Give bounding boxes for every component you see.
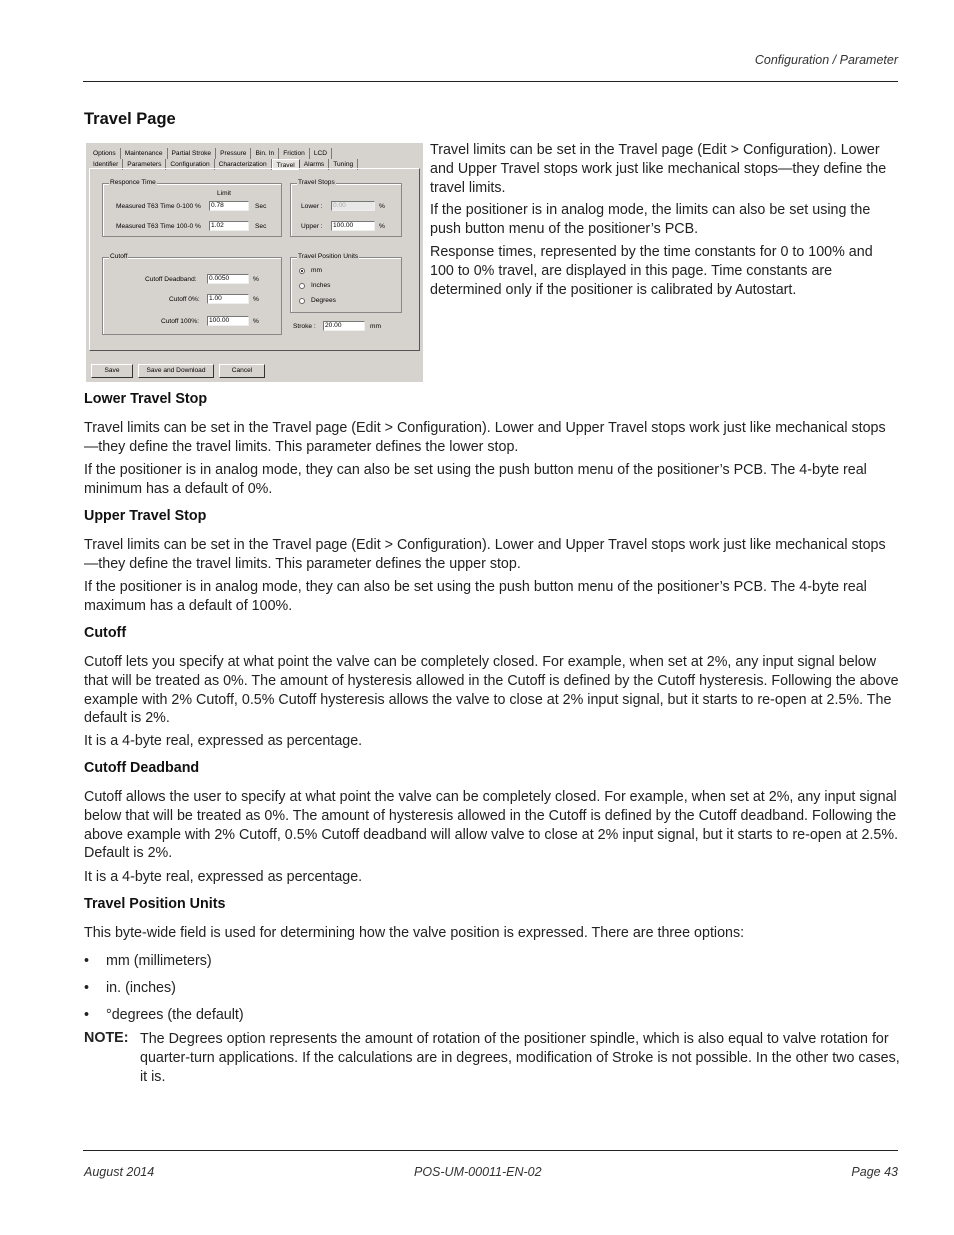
units-paragraph-1: This byte-wide field is used for determining how the valve position is expressed. There are three options: bbox=[84, 925, 745, 941]
lower-stop-field[interactable]: 0.00 bbox=[331, 201, 375, 211]
radio-mm[interactable] bbox=[299, 268, 305, 274]
bullet-dot-icon: • bbox=[84, 980, 90, 996]
tab-friction[interactable]: Friction bbox=[279, 148, 310, 159]
deadband-paragraph-1: Cutoff allows the user to specify at what point the valve can be completely closed. For example, when set at 2%, any input signal below that will be treated as 0%. The amount of hysteresis allowed in the Cutoff is defined by the Cutoff deadband. Following the above example with 2% Cutoff, 0.5% Cutoff deadband will allow valve to close at 2% input signal, but it starts to re-open at 2.5%. Default is 2%. bbox=[84, 789, 899, 862]
save-button[interactable]: Save bbox=[91, 364, 133, 378]
stroke-unit: mm bbox=[370, 323, 381, 330]
tab-maintenance[interactable]: Maintenance bbox=[121, 148, 168, 159]
upper-stop-unit: % bbox=[379, 223, 385, 230]
bullet-dot-icon: • bbox=[84, 953, 90, 969]
heading-cutoff: Cutoff bbox=[84, 625, 127, 641]
intro-paragraph-3: Response times, represented by the time constants for 0 to 100% and 100 to 0% travel, are displayed in this page. Time constants are determined only if the positioner is calibrated by Autostart. bbox=[430, 243, 873, 298]
note-label: NOTE: bbox=[84, 1030, 129, 1046]
tab-options[interactable]: Options bbox=[89, 148, 121, 159]
cutoff-0-field[interactable]: 1.00 bbox=[207, 294, 249, 304]
cutoff-deadband-unit: % bbox=[253, 276, 259, 283]
t63-up-label: Measured T63 Time 0-100 % bbox=[116, 203, 201, 210]
tab-travel[interactable]: Travel bbox=[272, 159, 300, 170]
tab-row-1 bbox=[89, 148, 332, 159]
radio-degrees-label: Degrees bbox=[311, 297, 336, 304]
intro-text bbox=[430, 141, 900, 303]
radio-mm-label: mm bbox=[311, 267, 322, 274]
upper-stop-field[interactable]: 100.00 bbox=[331, 221, 375, 231]
tab-tuning[interactable]: Tuning bbox=[329, 159, 358, 170]
upper-stop-label: Upper : bbox=[301, 223, 323, 230]
radio-inches[interactable] bbox=[299, 283, 305, 289]
radio-inches-label: Inches bbox=[311, 282, 331, 289]
cutoff-title: Cutoff bbox=[110, 253, 128, 260]
cutoff-deadband-field[interactable]: 0.0050 bbox=[207, 274, 249, 284]
bullet-degrees-text: °degrees (the default) bbox=[106, 1007, 244, 1023]
cutoff-0-unit: % bbox=[253, 296, 259, 303]
travel-stops-title: Travel Stops bbox=[298, 179, 335, 186]
response-time-title: Responce Time bbox=[110, 179, 156, 186]
t63-up-unit: Sec bbox=[255, 203, 267, 210]
t63-up-field[interactable]: 0.78 bbox=[209, 201, 249, 211]
lower-paragraph-1: Travel limits can be set in the Travel page (Edit > Configuration). Lower and Upper Travel stops work just like mechanical stops—they define the travel limits. This parameter defines the lower stop. bbox=[84, 420, 886, 455]
position-units-title: Travel Position Units bbox=[298, 253, 359, 260]
intro-paragraph-1: Travel limits can be set in the Travel page (Edit > Configuration). Lower and Upper Travel stops work just like mechanical stops—they define the travel limits. bbox=[430, 142, 887, 196]
position-units-group bbox=[290, 253, 402, 313]
travel-stops-group bbox=[290, 179, 402, 237]
travel-dialog-screenshot bbox=[86, 143, 423, 382]
footer-page-number: Page 43 bbox=[851, 1165, 898, 1179]
t63-down-field[interactable]: 1.02 bbox=[209, 221, 249, 231]
bullet-dot-icon: • bbox=[84, 1007, 90, 1023]
cutoff-deadband-label: Cutoff Deadband: bbox=[145, 276, 197, 283]
tab-characterization[interactable]: Characterization bbox=[215, 159, 272, 170]
lower-stop-unit: % bbox=[379, 203, 385, 210]
cutoff-paragraph-2: It is a 4-byte real, expressed as percentage. bbox=[84, 733, 363, 749]
save-and-download-button[interactable]: Save and Download bbox=[138, 364, 214, 378]
heading-upper-travel-stop: Upper Travel Stop bbox=[84, 508, 207, 524]
radio-degrees[interactable] bbox=[299, 298, 305, 304]
tab-alarms[interactable]: Alarms bbox=[300, 159, 330, 170]
cancel-button[interactable]: Cancel bbox=[219, 364, 265, 378]
lower-paragraph-2: If the positioner is in analog mode, they can also be set using the push button menu of the positioner’s PCB. The 4-byte real minimum has a default of 0%. bbox=[84, 462, 867, 497]
tab-bin-in[interactable]: Bin. In bbox=[251, 148, 279, 159]
footer-date: August 2014 bbox=[84, 1165, 155, 1179]
lower-stop-label: Lower : bbox=[301, 203, 323, 210]
response-time-group bbox=[102, 179, 282, 237]
running-header: Configuration / Parameter bbox=[754, 53, 898, 67]
deadband-paragraph-2: It is a 4-byte real, expressed as percentage. bbox=[84, 869, 363, 885]
t63-down-label: Measured T63 Time 100-0 % bbox=[116, 223, 201, 230]
cutoff-group bbox=[102, 253, 282, 335]
stroke-field[interactable]: 20.00 bbox=[323, 321, 365, 331]
note-text: The Degrees option represents the amount of rotation of the positioner spindle, which is also equal to valve rotation for quarter-turn applications. If the calculations are in degrees, modification of Stroke is not possible. In the other two cases, it is. bbox=[140, 1031, 900, 1085]
header-rule bbox=[83, 81, 898, 82]
cutoff-100-label: Cutoff 100%: bbox=[161, 318, 200, 325]
footer-doc-number: POS-UM-00011-EN-02 bbox=[414, 1165, 542, 1179]
heading-travel-position-units: Travel Position Units bbox=[84, 896, 226, 912]
heading-lower-travel-stop: Lower Travel Stop bbox=[84, 391, 208, 407]
intro-paragraph-2: If the positioner is in analog mode, the limits can also be set using the push button menu of the positioner’s PCB. bbox=[430, 202, 871, 238]
cutoff-paragraph-1: Cutoff lets you specify at what point the valve can be completely closed. For example, when set at 2%, any input signal below that will be treated as 0%. The amount of hysteresis allowed in the Cutoff is defined by the Cutoff hysteresis. Following the above example with 2% Cutoff, 0.5% Cutoff hysteresis allows the valve to close at 2% input signal, but it starts to re-open at 2.5%. The default is 2%. bbox=[84, 654, 899, 727]
bullet-mm-text: mm (millimeters) bbox=[106, 953, 212, 969]
upper-paragraph-2: If the positioner is in analog mode, they can also be set using the push button menu of the positioner’s PCB. The 4-byte real maximum has a default of 100%. bbox=[84, 579, 867, 614]
bullet-in-text: in. (inches) bbox=[106, 980, 176, 996]
cutoff-0-label: Cutoff 0%: bbox=[169, 296, 200, 303]
tab-identifier[interactable]: Identifier bbox=[89, 159, 123, 170]
t63-down-unit: Sec bbox=[255, 223, 267, 230]
page-title: Travel Page bbox=[84, 110, 176, 128]
cutoff-100-field[interactable]: 100.00 bbox=[207, 316, 249, 326]
tab-partial-stroke[interactable]: Partial Stroke bbox=[168, 148, 217, 159]
heading-cutoff-deadband: Cutoff Deadband bbox=[84, 760, 200, 776]
travel-panel bbox=[89, 168, 420, 351]
stroke-label: Stroke : bbox=[293, 323, 316, 330]
tab-parameters[interactable]: Parameters bbox=[123, 159, 166, 170]
tab-lcd[interactable]: LCD bbox=[310, 148, 332, 159]
footer-rule bbox=[83, 1150, 898, 1151]
cutoff-100-unit: % bbox=[253, 318, 259, 325]
tab-pressure[interactable]: Pressure bbox=[216, 148, 251, 159]
limit-header: Limit bbox=[217, 190, 231, 197]
tab-configuration[interactable]: Configuration bbox=[166, 159, 214, 170]
upper-paragraph-1: Travel limits can be set in the Travel page (Edit > Configuration). Lower and Upper Travel stops work just like mechanical stops—they define the travel limits. This parameter defines the upper stop. bbox=[84, 537, 886, 572]
